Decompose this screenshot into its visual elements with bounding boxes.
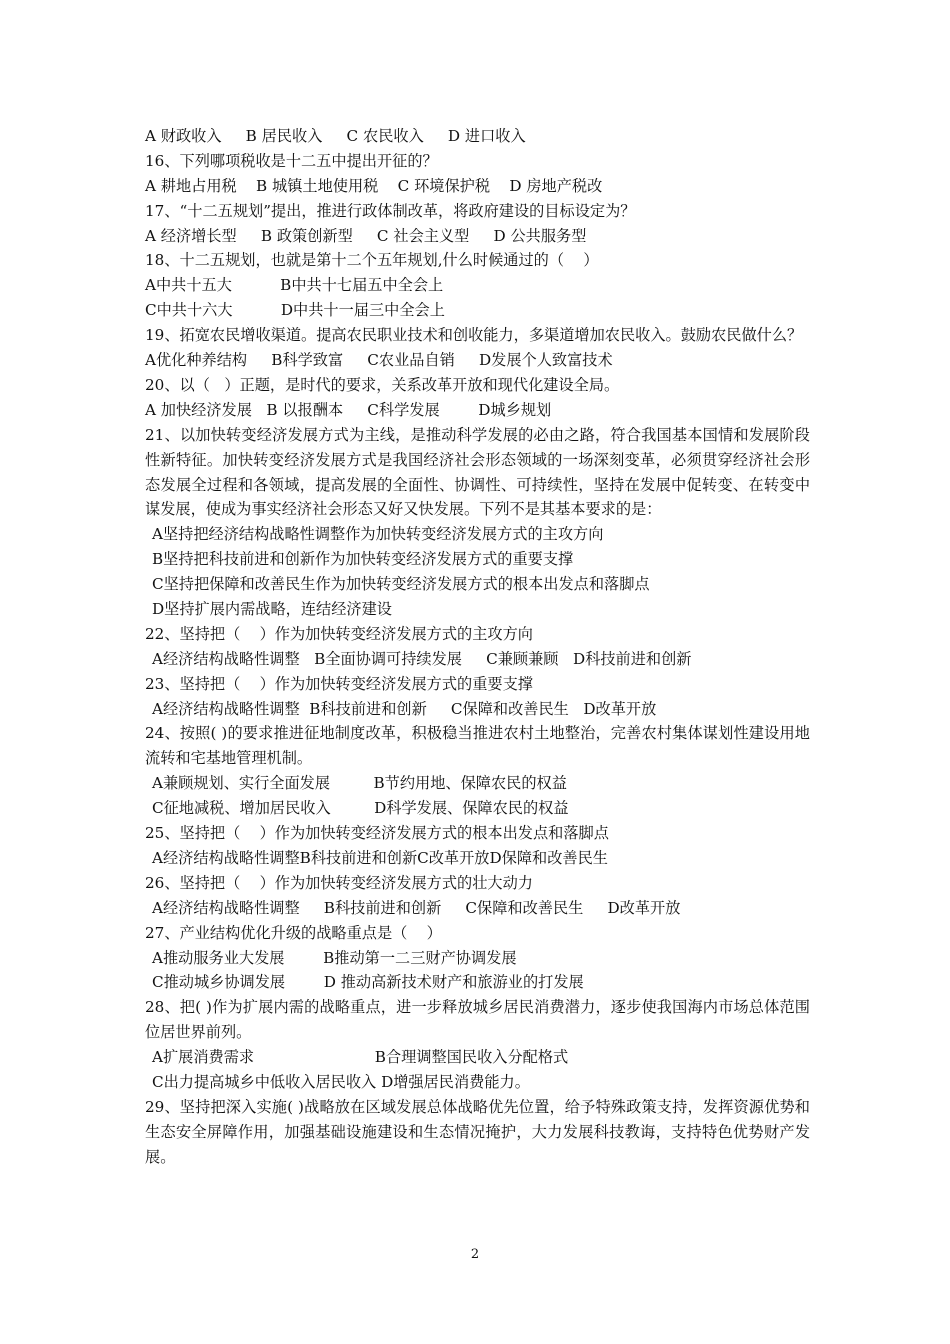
- q23-options: A经济结构战略性调整 B科技前进和创新 C保障和改善民生 D改革开放: [152, 699, 657, 718]
- q25-options: A经济结构战略性调整B科技前进和创新C改革开放D保障和改善民生: [152, 848, 608, 867]
- q20-options: A 加快经济发展 B 以报酬本 C科学发展 D城乡规划: [145, 400, 552, 419]
- q15-options: A 财政收入 B 居民收入 C 农民收入 D 进口收入: [145, 127, 526, 145]
- q21-option-c: C坚持把保障和改善民生作为加快转变经济发展方式的根本出发点和落脚点: [152, 575, 650, 594]
- question-list: [145, 124, 810, 1170]
- q18-stem: 18、十二五规划，也就是第十二个五年规划,什么时候通过的（ ）: [145, 251, 599, 270]
- q17-options: A 经济增长型 B 政策创新型 C 社会主义型 D 公共服务型: [145, 226, 587, 245]
- q21-option-b: B坚持把科技前进和创新作为加快转变经济发展方式的重要支撑: [152, 550, 574, 569]
- q18-options-row1: A中共十五大 B中共十七届五中全会上: [145, 276, 444, 295]
- q17-stem: 17、“十二五规划”提出，推进行政体制改革，将政府建设的目标设定为？: [145, 201, 636, 220]
- q20-stem: 20、以（ ）正题，是时代的要求，关系改革开放和现代化建设全局。: [145, 375, 620, 394]
- q19-stem: 19、拓宽农民增收渠道。提高农民职业技术和创收能力，多渠道增加农民收入。鼓励农民做什么？: [145, 326, 803, 345]
- q22-stem: 22、坚持把（ ）作为加快转变经济发展方式的主攻方向: [145, 624, 533, 643]
- q28-options-row2: C出力提高城乡中低收入居民收入 D增强居民消费能力。: [152, 1072, 530, 1091]
- q26-stem: 26、坚持把（ ）作为加快转变经济发展方式的壮大动力: [145, 873, 533, 892]
- q24-options-row2: C征地减税、增加居民收入 D科学发展、保障农民的权益: [152, 799, 569, 818]
- q21-stem: 21、以加快转变经济发展方式为主线，是推动科学发展的必由之路，符合我国基本国情和发展阶段性新特征。加快转变经济发展方式是我国经济社会形态领域的一场深刻变革，必须贯穿经济社会形态发展全过程和各领域，提高发展的全面性、协调性、可持续性，坚持在发展中促转变、在转变中谋发展，使成为事实经济社会形态又好又快发展。下列不是其基本要求的是：: [145, 425, 810, 519]
- q27-options-row2: C推动城乡协调发展 D 推动高新技术财产和旅游业的打发展: [152, 973, 584, 992]
- page-number: 2: [470, 1247, 480, 1262]
- q21-option-d: D坚持扩展内需战略，连结经济建设: [152, 600, 392, 618]
- q27-stem: 27、产业结构优化升级的战略重点是（ ）: [145, 923, 442, 942]
- q24-options-row1: A兼顾规划、实行全面发展 B节约用地、保障农民的权益: [152, 774, 567, 793]
- q16-stem: 16、下列哪项税收是十二五中提出开征的？: [145, 151, 438, 170]
- q27-options-row1: A推动服务业大发展 B推动第一二三财产协调发展: [152, 948, 517, 967]
- q26-options: A经济结构战略性调整 B科技前进和创新 C保障和改善民生 D改革开放: [152, 898, 681, 917]
- q21-option-a: A坚持把经济结构战略性调整作为加快转变经济发展方式的主攻方向: [152, 525, 604, 544]
- q29-stem: 29、坚持把深入实施( )战略放在区域发展总体战略优先位置，给予特殊政策支持，发挥资源优势和生态安全屏障作用，加强基础设施建设和生态情况掩护，大力发展科技教诲，支持特色优势财产发展。: [145, 1097, 810, 1166]
- q28-stem: 28、把( )作为扩展内需的战略重点，进一步释放城乡居民消费潜力，逐步使我国海内市场总体范围位居世界前列。: [145, 998, 810, 1042]
- q16-options: A 耕地占用税 B 城镇土地使用税 C 环境保护税 D 房地产税改: [145, 176, 603, 195]
- q22-options: A经济结构战略性调整 B全面协调可持续发展 C兼顾兼顾 D科技前进和创新: [152, 649, 692, 668]
- q24-stem: 24、按照( )的要求推进征地制度改革，积极稳当推进农村土地整治，完善农村集体谋划性建设用地流转和宅基地管理机制。: [145, 724, 810, 768]
- q19-options: A优化种养结构 B科学致富 C农业品自销 D发展个人致富技术: [145, 351, 613, 370]
- q25-stem: 25、坚持把（ ）作为加快转变经济发展方式的根本出发点和落脚点: [145, 824, 609, 843]
- q28-options-row1: A扩展消费需求 B合理调整国民收入分配格式: [152, 1048, 569, 1067]
- q18-options-row2: C中共十六大 D中共十一届三中全会上: [145, 301, 445, 320]
- q23-stem: 23、坚持把（ ）作为加快转变经济发展方式的重要支撑: [145, 674, 533, 693]
